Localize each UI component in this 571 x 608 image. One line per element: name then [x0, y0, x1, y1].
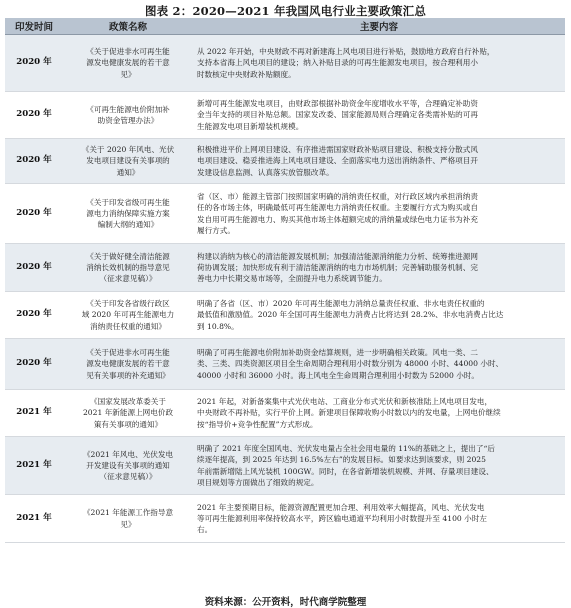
policy-content: [193, 437, 565, 495]
policy-year: 2021 年: [5, 437, 63, 495]
policy-content-line: 等可再生能源利用率保持较高水平，跨区输电通道平均利用小时数提升至 4100 小时左: [197, 513, 487, 523]
policy-content-line: 省（区、市）能源主管部门按照国家明确的消纳责任权重，对行政区域内承担消纳责: [197, 192, 478, 202]
policy-name-line: 消纳责任权重的通知》: [90, 321, 166, 331]
policy-content: [193, 339, 565, 390]
policy-content-line: 支持本省海上风电项目的建设；纳入补贴目录的可再生能源发电项目，按合理利用小: [197, 58, 478, 68]
policy-content-line: 构建以消纳为核心的清洁能源发展机制；加强清洁能源消纳能力分析、统筹推进源网: [197, 251, 478, 261]
policy-content-line: 积极推进平价上网项目建设、有序推进需国家财政补贴项目建设、积极支持分散式风: [197, 145, 478, 155]
policy-name: [63, 184, 193, 244]
policy-name: [63, 437, 193, 495]
figure-title: 图表 2：2020—2021 年我国风电行业主要政策汇总: [144, 4, 427, 18]
policy-content: [193, 244, 565, 292]
policy-name-line: 开发建设有关事项的通知: [86, 460, 170, 470]
policy-name-line: 《关于做好健全清洁能源: [86, 251, 170, 261]
policy-content-line: 续逐年提高，到 2025 年达到 16.5%左右”的发展目标。如要求达到该要求，则 2025: [197, 455, 486, 465]
policy-content: [193, 390, 565, 437]
policy-content: [193, 184, 565, 244]
policy-content-line: 从 2022 年开始，中央财政不再对新建海上风电项目进行补贴，鼓励地方政府自行补贴，: [197, 47, 495, 57]
policy-name-line: 《关于促进非水可再生能: [86, 348, 170, 358]
policy-year: 2021 年: [5, 495, 63, 543]
policy-content-line: 善电力中长期交易市场等，全面提升电力系统调节能力。: [197, 274, 387, 284]
policy-year: 2020 年: [5, 139, 63, 184]
policy-year: 2020 年: [5, 244, 63, 292]
policy-content-line: 明确了 2021 年度全国风电、光伏发电量占全社会用电量的 11%的基础之上，提出了“后: [197, 444, 495, 454]
policy-year: 2020 年: [5, 35, 63, 92]
policy-content-line: 荷协调发展；加快形成有利于清洁能源消纳的电力市场机制；完善辅助服务机制、完: [197, 262, 478, 272]
policy-name-line: 源发电健康发展的若干意: [86, 58, 170, 68]
policy-name-line: 策有关事项的通知》: [93, 419, 163, 429]
table-row: [5, 92, 565, 139]
table-row: [5, 139, 565, 184]
header-policy: 政策名称: [63, 18, 193, 35]
policy-name-line: 发电项目建设有关事项的: [86, 156, 170, 166]
policy-content-line: 右。: [197, 525, 213, 535]
policy-name-line: 《关于印发省级可再生能: [86, 197, 170, 207]
policy-name-line: 见》: [120, 519, 136, 529]
policy-content-line: 生能源发电项目新增装机规模。: [197, 121, 304, 131]
policy-year: 2020 年: [5, 184, 63, 244]
policy-name-line: 《可再生能源电价附加补: [86, 104, 170, 114]
policy-name: [63, 35, 193, 92]
table-row: [5, 292, 565, 339]
policy-content: [193, 35, 565, 92]
policy-content: [193, 139, 565, 184]
policy-content-line: 明确了可再生能源电价附加补助资金结算规则，进一步明确相关政策。风电一类、二: [197, 348, 478, 358]
policy-name-line: 见有关事项的补充通知》: [86, 370, 170, 380]
policy-name-line: 编制大纲的通知》: [97, 220, 159, 230]
policy-name-line: 源电力消纳保障实施方案: [86, 208, 170, 218]
policy-name-line: 消纳长效机制的指导意见: [86, 262, 170, 272]
policy-content-line: 金当年支持的项目补贴总额。国家发改委、国家能源局则合理确定各类需补贴的可再: [197, 110, 478, 120]
policy-name-line: （征求意见稿）》: [99, 274, 157, 284]
policy-content-line: 履行方式。: [197, 225, 235, 235]
policy-year: 2020 年: [5, 292, 63, 339]
policy-name-line: 《国家发展改革委关于: [90, 397, 166, 407]
policy-year: 2021 年: [5, 390, 63, 437]
policy-content-line: 任的各市场主体，明确最低可再生能源电力消纳责任权重。主要履行方式为购买或自: [197, 203, 478, 213]
policy-name-line: 《关于 2020 年风电、光伏: [81, 145, 175, 155]
policy-name: [63, 339, 193, 390]
table-row: [5, 390, 565, 437]
policy-content: [193, 292, 565, 339]
policy-content-line: 类、三类、四类资源区项目全生命周期合理利用小时数分别为 48000 小时、44000 小时、: [197, 359, 504, 369]
header-date: 印发时间: [5, 18, 63, 35]
policy-content-line: 2021 年起，对新备案集中式光伏电站、工商业分布式光伏和新核准陆上风电项目发电，: [197, 397, 493, 407]
policy-year: 2020 年: [5, 92, 63, 139]
table-row: [5, 244, 565, 292]
policy-name-line: 《关于促进非水可再生能: [86, 47, 170, 57]
table-row: [5, 339, 565, 390]
table-header-row: [5, 18, 565, 35]
policy-name-line: 《2021 年风电、光伏发电: [82, 449, 174, 459]
policy-content-line: 明确了各省（区、市）2020 年可再生能源电力消纳总量责任权重、非水电责任权重的: [197, 299, 485, 309]
table-row: [5, 437, 565, 495]
policy-content-line: 最低值和激励值。2020 年全国可再生能源电力消费占比将达到 28.2%、非水电消费占比达: [197, 310, 504, 320]
policy-name: [63, 139, 193, 184]
policy-table: [5, 18, 565, 543]
policy-name-line: 2021 年新能源上网电价政: [82, 408, 174, 418]
policy-content: [193, 495, 565, 543]
policy-name-line: 通知》: [116, 167, 140, 177]
policy-content-line: 中央财政不再补贴，实行平价上网。新建项目保障收购小时数以内的发电量，上网电价继续: [197, 408, 501, 418]
table-row: [5, 495, 565, 543]
policy-content-line: 时数核定中央财政补贴额度。: [197, 69, 296, 79]
policy-name: [63, 244, 193, 292]
policy-content-line: 项目规划等方面做出了细致的规定。: [197, 477, 319, 487]
policy-content-line: 电项目建设、稳妥推进海上风电项目建设、全面落实电力送出消纳条件、严格项目开: [197, 156, 478, 166]
policy-content-line: 发自用可再生能源电力、购买其他市场主体超额完成的消纳量或绿色电力证书为补充: [197, 214, 478, 224]
policy-content-line: 按“指导价+竞争性配置”方式形成。: [197, 419, 318, 429]
policy-name-line: 《关于印发各省级行政区: [86, 299, 170, 309]
policy-name: [63, 92, 193, 139]
policy-year: 2020 年: [5, 339, 63, 390]
table-row: [5, 35, 565, 92]
policy-content-line: 2021 年主要预期目标，能源资源配置更加合理、利用效率大幅提高，风电、光伏发电: [197, 502, 485, 512]
policy-content-line: 年前需新增陆上风光装机 100GW。同时，在各省新增装机规模、并网、存量项目建设、: [197, 466, 494, 476]
policy-name-line: （征求意见稿）》: [99, 472, 157, 482]
policy-name-line: 见》: [120, 69, 136, 79]
policy-name-line: 源发电健康发展的若干意: [86, 359, 170, 369]
source-note: 资料来源：公开资料，时代商学院整理: [204, 597, 367, 608]
policy-content-line: 40000 小时和 36000 小时。海上风电全生命周期合理利用小时数为 52000 小时。: [197, 370, 479, 380]
table-row: [5, 184, 565, 244]
policy-name: [63, 390, 193, 437]
policy-content-line: 新增可再生能源发电项目，由财政部根据补助资金年度增收水平等，合理确定补助资: [197, 99, 478, 109]
policy-name-line: 《2021 年能源工作指导意: [82, 508, 174, 518]
policy-name-line: 助资金管理办法》: [97, 116, 159, 125]
policy-content-line: 发建设信息监测、认真落实放管服改革。: [197, 167, 334, 177]
policy-name-line: 域 2020 年可再生能源电力: [81, 310, 175, 320]
policy-content-line: 到 10.8%。: [197, 321, 239, 331]
header-content: 主要内容: [193, 18, 565, 35]
policy-name: [63, 495, 193, 543]
policy-content: [193, 92, 565, 139]
policy-name: [63, 292, 193, 339]
table-body: [5, 35, 565, 543]
